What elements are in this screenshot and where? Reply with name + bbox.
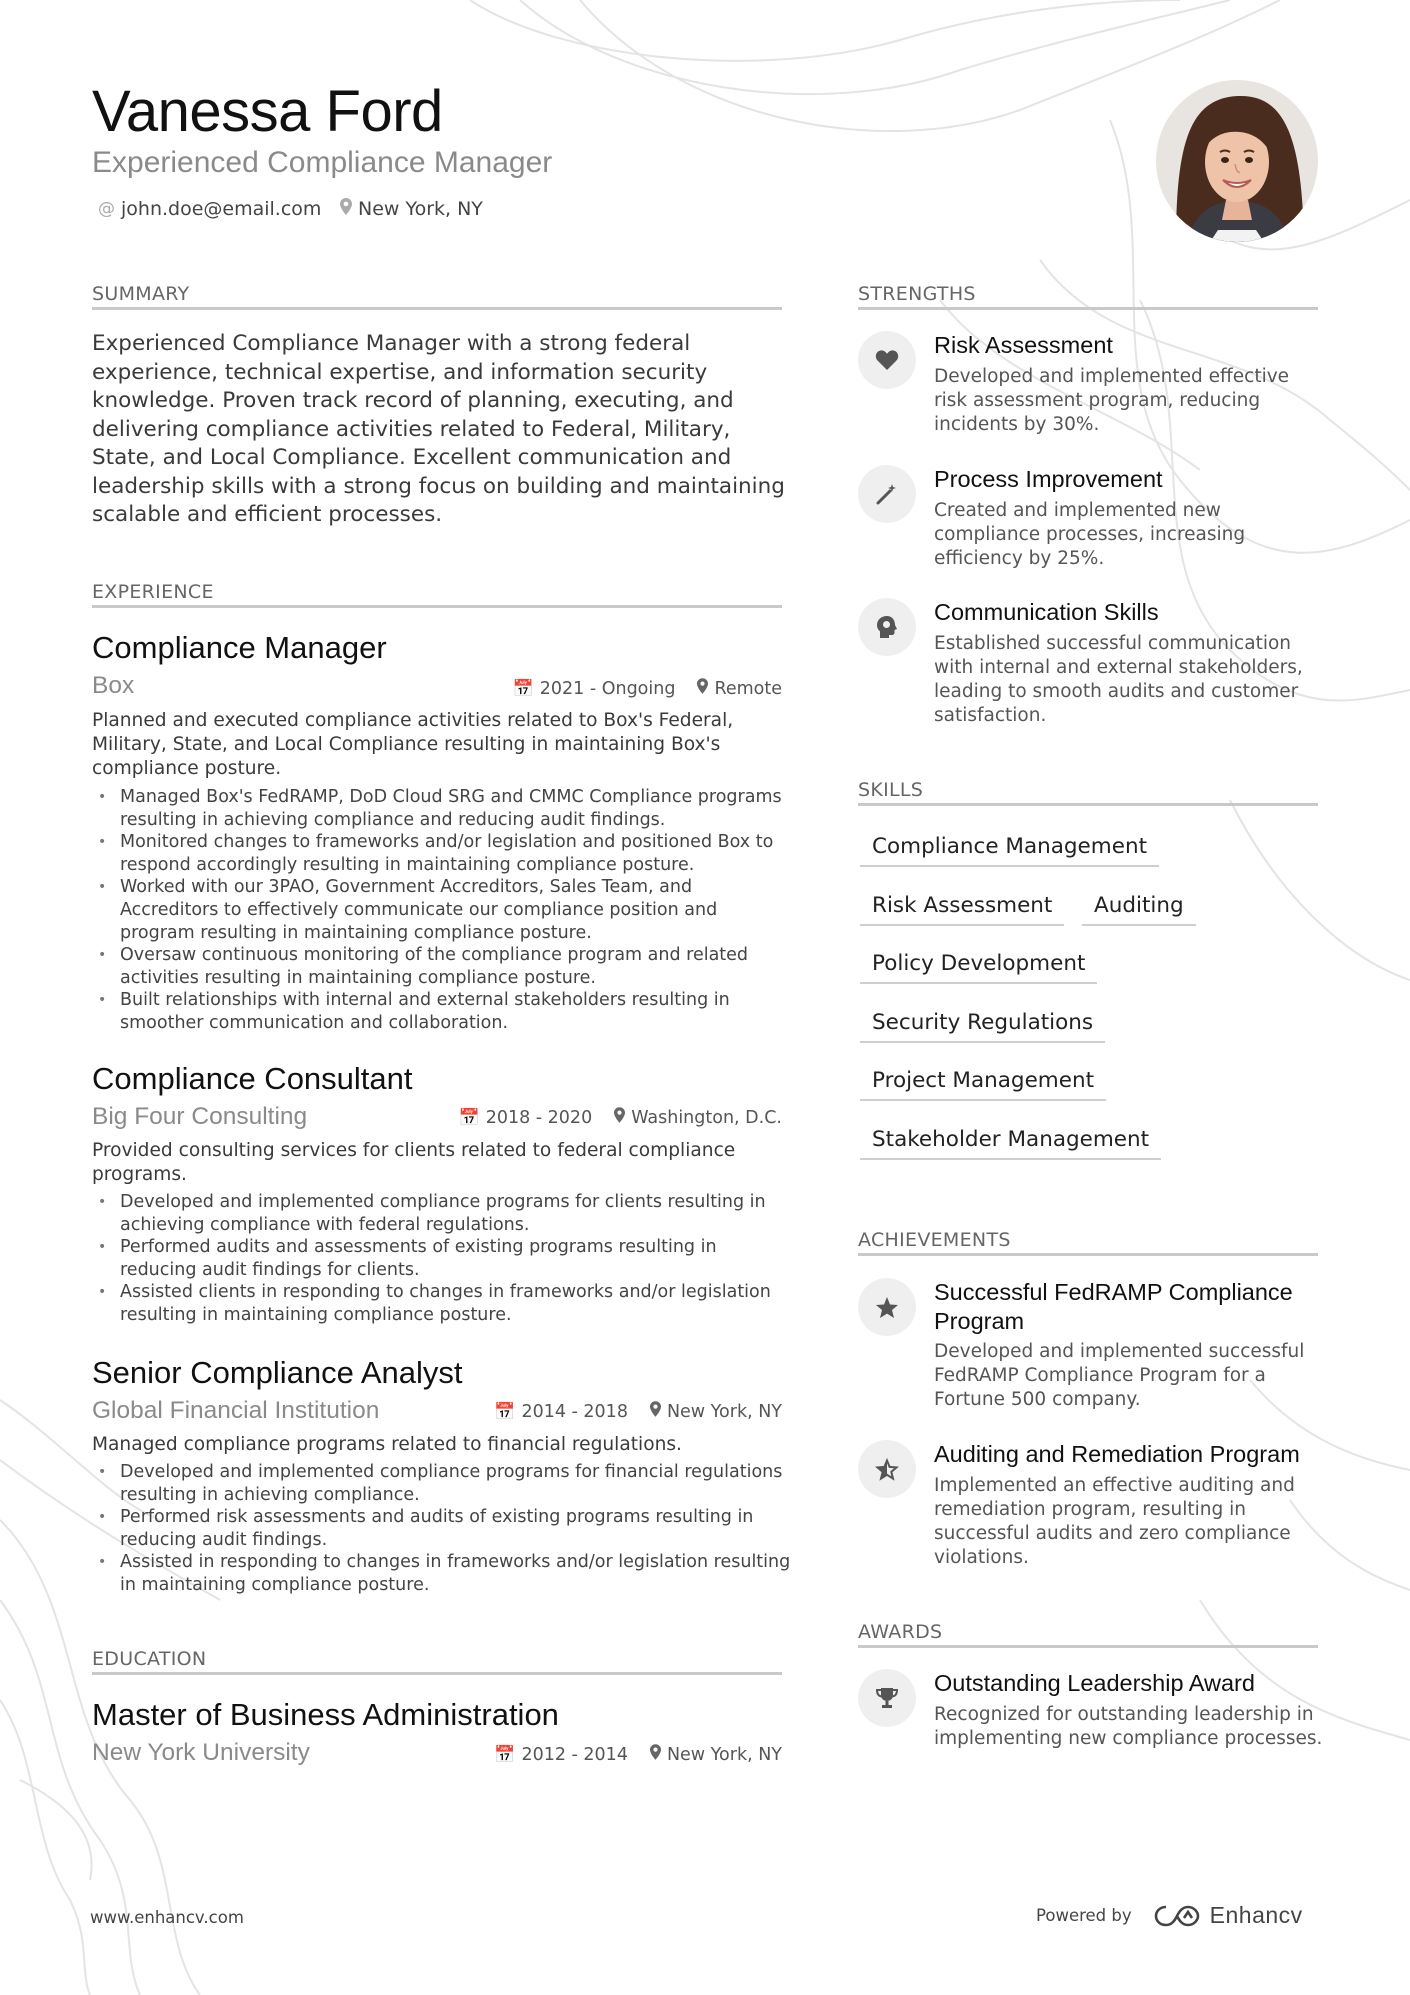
location-text: New York, NY <box>358 198 483 220</box>
job-bullets <box>92 1191 792 1327</box>
star-outline-icon <box>858 1440 916 1498</box>
list-item: • Worked with our 3PAO, Government Accreditors, Sales Team, and Accreditors to effectively communicate our compliance position and program resulting in maintaining compliance posture. <box>92 876 792 944</box>
section-title-experience: EXPERIENCE <box>92 581 214 603</box>
location-pin-icon <box>697 678 708 699</box>
skill-tag: Stakeholder Management <box>860 1127 1161 1160</box>
skill-tag: Project Management <box>860 1068 1106 1101</box>
job-location: Remote <box>714 678 782 699</box>
section-title-achievements: ACHIEVEMENTS <box>858 1229 1011 1251</box>
at-icon: @ <box>98 199 115 219</box>
section-divider <box>858 307 1318 310</box>
job-company: Global Financial Institution <box>92 1397 380 1424</box>
skill-tag: Compliance Management <box>860 834 1159 867</box>
job-description: Managed compliance programs related to financial regulations. <box>92 1434 682 1455</box>
trophy-icon <box>858 1669 916 1727</box>
brand-logo[interactable] <box>1154 1902 1303 1929</box>
profile-photo <box>1156 80 1318 242</box>
location-pin-icon <box>614 1107 625 1128</box>
school-name: New York University <box>92 1739 310 1766</box>
degree-title: Master of Business Administration <box>92 1697 559 1732</box>
award-text: Recognized for outstanding leadership in implementing new compliance processes. <box>934 1704 1323 1749</box>
email-text: john.doe@email.com <box>121 198 322 220</box>
section-title-awards: AWARDS <box>858 1621 943 1643</box>
section-divider <box>92 307 782 310</box>
location-pin-icon <box>650 1744 661 1765</box>
strength-title: Process Improvement <box>934 466 1163 492</box>
list-item: • Performed risk assessments and audits of existing programs resulting in reducing audit findings. <box>92 1506 792 1551</box>
brand-name: Enhancv <box>1209 1902 1303 1928</box>
section-title-education: EDUCATION <box>92 1648 207 1670</box>
enhancv-logo-icon <box>1154 1904 1200 1928</box>
job-title: Compliance Manager <box>92 630 387 665</box>
job-bullets <box>92 1461 792 1597</box>
job-title: Compliance Consultant <box>92 1061 413 1096</box>
section-divider <box>858 1645 1318 1648</box>
skill-tag: Security Regulations <box>860 1010 1105 1043</box>
heart-icon <box>858 331 916 389</box>
achievement-text: Developed and implemented successful FedRAMP Compliance Program for a Fortune 500 company. <box>934 1341 1305 1410</box>
skill-tag: Policy Development <box>860 951 1097 984</box>
job-location: Washington, D.C. <box>631 1107 782 1128</box>
strength-title: Risk Assessment <box>934 332 1113 358</box>
footer-website[interactable]: www.enhancv.com <box>90 1908 244 1927</box>
list-item: • Oversaw continuous monitoring of the compliance program and related activities resulting in maintaining compliance posture. <box>92 944 792 989</box>
education-dates: 2012 - 2014 <box>521 1744 628 1765</box>
strength-title: Communication Skills <box>934 599 1159 625</box>
list-item: • Monitored changes to frameworks and/or legislation and positioned Box to respond accordingly resulting in maintaining compliance posture. <box>92 831 792 876</box>
job-company: Big Four Consulting <box>92 1103 308 1130</box>
section-divider <box>92 1672 782 1675</box>
list-item: • Assisted clients in responding to changes in frameworks and/or legislation resulting in maintaining compliance posture. <box>92 1281 792 1326</box>
section-divider <box>858 803 1318 806</box>
strength-text: Created and implemented new compliance processes, increasing efficiency by 25%. <box>934 500 1246 569</box>
summary-text: Experienced Compliance Manager with a strong federal experience, technical expertise, and information security knowledge. Proven track record of planning, executing, and delivering compliance activities related to Federal, Military, State, and Local Compliance. Excellent communication and leadership skills with a strong focus on building and maintaining scalable and efficient processes. <box>92 331 785 527</box>
job-dates: 2014 - 2018 <box>521 1401 628 1422</box>
strength-text: Developed and implemented effective risk assessment program, reducing incidents by 30%. <box>934 366 1290 435</box>
education-meta <box>494 1744 782 1765</box>
job-dates: 2018 - 2020 <box>485 1107 593 1128</box>
job-title: Senior Compliance Analyst <box>92 1355 463 1390</box>
list-item: • Developed and implemented compliance programs for financial regulations resulting in achieving compliance. <box>92 1461 792 1506</box>
calendar-icon: 📅 <box>458 1107 480 1128</box>
achievement-title: Successful FedRAMP Compliance Program <box>934 1279 1293 1334</box>
award-title: Outstanding Leadership Award <box>934 1670 1255 1696</box>
section-divider <box>92 605 782 608</box>
star-icon <box>858 1278 916 1336</box>
job-location: New York, NY <box>666 1401 782 1422</box>
job-description: Provided consulting services for clients related to federal compliance programs. <box>92 1140 736 1185</box>
list-item: • Developed and implemented compliance programs for clients resulting in achieving compliance with federal regulations. <box>92 1191 792 1236</box>
job-company: Box <box>92 672 135 699</box>
powered-by-label: Powered by <box>1036 1906 1132 1925</box>
job-dates: 2021 - Ongoing <box>539 678 676 699</box>
footer-branding <box>1036 1902 1303 1929</box>
head-brain-icon <box>858 598 916 656</box>
candidate-title: Experienced Compliance Manager <box>92 146 553 179</box>
calendar-icon: 📅 <box>512 678 534 699</box>
calendar-icon: 📅 <box>494 1744 516 1765</box>
calendar-icon: 📅 <box>494 1401 516 1422</box>
magic-wand-icon <box>858 465 916 523</box>
education-location: New York, NY <box>666 1744 782 1765</box>
candidate-name: Vanessa Ford <box>92 79 443 144</box>
list-item: • Built relationships with internal and external stakeholders resulting in smoother communication and collaboration. <box>92 989 792 1034</box>
section-divider <box>858 1253 1318 1256</box>
strength-text: Established successful communication with internal and external stakeholders, leading to smooth audits and customer satisfaction. <box>934 633 1303 726</box>
skill-tag: Risk Assessment <box>860 893 1064 926</box>
list-item: • Managed Box's FedRAMP, DoD Cloud SRG and CMMC Compliance programs resulting in achieving compliance and reducing audit findings. <box>92 786 792 831</box>
location-pin-icon <box>650 1401 661 1422</box>
skill-tag: Auditing <box>1082 893 1196 926</box>
section-title-skills: SKILLS <box>858 779 924 801</box>
achievement-text: Implemented an effective auditing and remediation program, resulting in successful audits and zero compliance violations. <box>934 1475 1295 1568</box>
job-meta <box>513 678 782 699</box>
contact-location <box>340 198 483 220</box>
location-pin-icon <box>340 198 352 220</box>
job-meta <box>494 1401 782 1422</box>
contact-email[interactable] <box>98 198 321 220</box>
job-bullets <box>92 786 792 1035</box>
achievement-title: Auditing and Remediation Program <box>934 1441 1300 1467</box>
list-item: • Performed audits and assessments of existing programs resulting in reducing audit findings for clients. <box>92 1236 792 1281</box>
job-description: Planned and executed compliance activities related to Box's Federal, Military, State, and Local Compliance resulting in maintaining Box's compliance posture. <box>92 710 734 779</box>
section-title-summary: SUMMARY <box>92 283 190 305</box>
job-meta <box>459 1107 782 1128</box>
section-title-strengths: STRENGTHS <box>858 283 976 305</box>
list-item: • Assisted in responding to changes in frameworks and/or legislation resulting in maintaining compliance posture. <box>92 1551 792 1596</box>
